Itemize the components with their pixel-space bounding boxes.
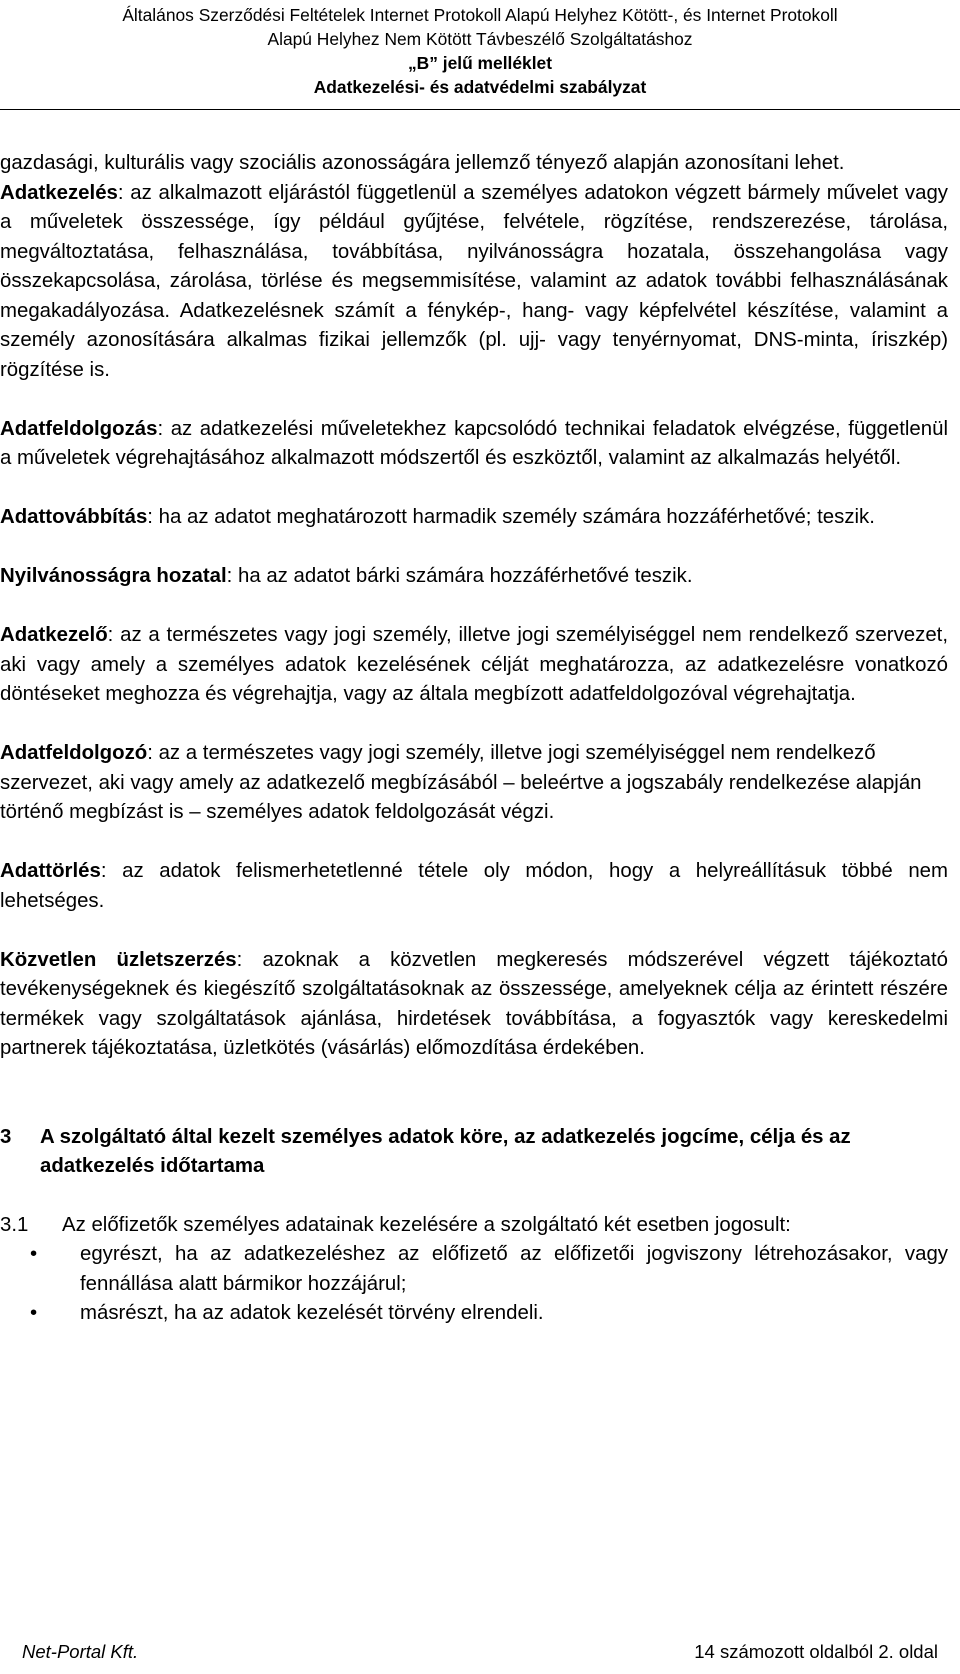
list-item-text: egyrészt, ha az adatkezeléshez az előfizető az előfizetői jogviszony létrehozásakor, vagy fennállása alatt bármikor hozzájárul; [80, 1243, 948, 1295]
definition-text: : az adatok felismerhetetlenné tétele oly módon, hogy a helyreállításuk többé nem lehetséges. [0, 860, 948, 912]
list-item-text: másrészt, ha az adatok kezelését törvény elrendeli. [80, 1302, 544, 1324]
header-divider [0, 109, 960, 110]
definition-adatkezelo [0, 621, 948, 710]
definition-adatfeldolgozo [0, 739, 948, 828]
header-line-3: „B” jelű melléklet [407, 53, 552, 73]
bullet-icon: • [30, 1302, 38, 1324]
header-line-4: Adatkezelési- és adatvédelmi szabályzat [313, 77, 647, 97]
subsection-number: 3.1 [0, 1213, 29, 1236]
definition-text: : azoknak a közvetlen megkeresés módszerével végzett tájékoztató tevékenységeknek és kiegészítő szolgáltatásoknak az összessége, amelyeknek célja az érintett részére termékek vagy szolgáltatások ajánlása, hirdetések továbbítása, a fogyasztók vagy kereskedelmi partnerek tájékoztatása, üzletkötés (vásárlás) előmozdítása érdekében. [0, 948, 948, 1059]
bullet-icon: • [30, 1243, 38, 1265]
definition-adattovabbitas [0, 503, 948, 533]
header-line-2: Alapú Helyhez Nem Kötött Távbeszélő Szolgáltatáshoz [267, 29, 693, 49]
footer-company: Net-Portal Kft. [22, 1641, 139, 1662]
definition-term: Nyilvánosságra hozatal [0, 565, 227, 587]
list-item [0, 1299, 948, 1329]
definition-term: Adattörlés [0, 860, 101, 882]
footer-page-info: 14 számozott oldalból 2. oldal [694, 1641, 938, 1662]
subsection-3-1 [0, 1211, 948, 1241]
page-footer [22, 1640, 938, 1664]
header-line-1: Általános Szerződési Feltételek Internet Protokoll Alapú Helyhez Kötött-, és Internet Protokoll [122, 5, 838, 25]
definition-text: : az a természetes vagy jogi személy, illetve jogi személyiséggel nem rendelkező szervezet, aki vagy amely az adatkezelő megbízásából – beleértve a jogszabály rendelkezése alapján történő megbízást is – személyes adatok feldolgozását végzi. [0, 742, 922, 823]
definition-term: Adatkezelő [0, 624, 108, 646]
definition-term: Adatfeldolgozás [0, 417, 158, 440]
bullet-list [0, 1240, 948, 1329]
definition-nyilvanossagra-hozatal [0, 562, 948, 592]
list-item [0, 1240, 948, 1299]
section-title: A szolgáltató által kezelt személyes adatok köre, az adatkezelés jogcíme, célja és az adatkezelés időtartama [40, 1125, 851, 1177]
definition-text: : az adatkezelési műveletekhez kapcsolódó technikai feladatok elvégzése, függetlenül a műveletek végrehajtásához alkalmazott módszertől és eszköztől, valamint az alkalmazás helyétől. [0, 417, 948, 469]
definition-text: : ha az adatot bárki számára hozzáférhetővé teszik. [226, 565, 693, 587]
definition-term: Közvetlen üzletszerzés [0, 948, 237, 971]
definition-term: Adatfeldolgozó [0, 742, 148, 764]
document-body [0, 149, 948, 1329]
definition-adatfeldolgozas [0, 415, 948, 474]
section-number: 3 [0, 1125, 12, 1148]
definition-adatkezeles [0, 179, 948, 386]
definition-adattorles [0, 857, 948, 916]
definition-kozvetlen-uzletszerzes [0, 946, 948, 1064]
section-heading [0, 1123, 948, 1182]
definition-text: : ha az adatot meghatározott harmadik személy számára hozzáférhetővé; teszik. [147, 506, 875, 528]
paragraph-text: gazdasági, kulturális vagy szociális azonosságára jellemző tényező alapján azonosítani lehet. [0, 152, 845, 174]
definition-term: Adattovábbítás [0, 506, 148, 528]
definition-text: : az a természetes vagy jogi személy, illetve jogi személyiséggel nem rendelkező szervezet, aki vagy amely a személyes adatok kezelésének célját meghatározza, az adatkezelésre vonatkozó döntéseket meghozza és végrehajtja, vagy az általa megbízott adatfeldolgozóval végrehajtatja. [0, 624, 948, 705]
subsection-text: Az előfizetők személyes adatainak kezelésére a szolgáltató két esetben jogosult: [62, 1213, 791, 1236]
page-header [0, 0, 960, 99]
paragraph-continuation [0, 149, 948, 179]
definition-text: : az alkalmazott eljárástól függetlenül a személyes adatokon végzett bármely művelet vagy a műveletek összessége, így például gyűjtése, felvétele, rögzítése, rendszerezése, tárolása, megváltoztatása, felhasználása, továbbítása, nyilvánosságra hozatala, összehangolása vagy összekapcsolása, zárolása, törlése és megsemmisítése, valamint az adatok további felhasználásának megakadályozása. Adatkezelésnek számít a fénykép-, hang- vagy képfelvétel készítése, valamint a személy azonosítására alkalmas fizikai jellemzők (pl. ujj- vagy tenyérnyomat, DNS-minta, íriszkép) rögzítése is. [0, 181, 948, 381]
definition-term: Adatkezelés [0, 181, 118, 204]
